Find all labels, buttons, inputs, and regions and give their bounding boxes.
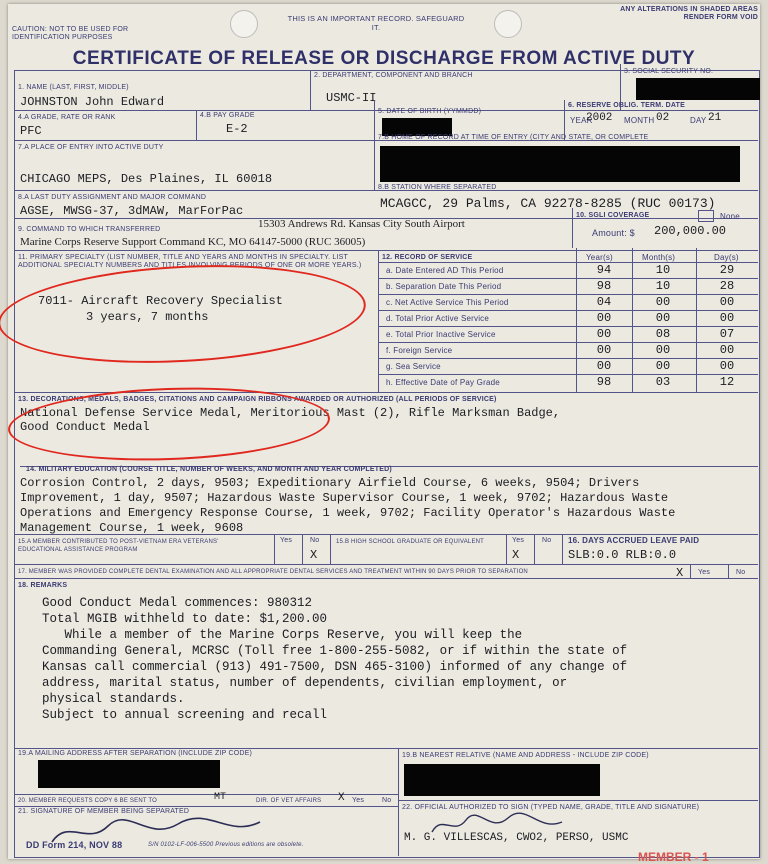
hs-yes-label: Yes [512,537,525,544]
education-line4: Management Course, 1 week, 9608 [20,521,244,535]
remarks-line: Commanding General, MCRSC (Toll free 1-800-255-5082, or if within the state of [42,644,628,658]
command-line1: 15303 Andrews Rd. Kansas City South Airport [258,218,465,230]
ros-row-y-value: 00 [596,343,612,357]
last-assignment-value: AGSE, MWSG-37, 3dMAW, MarForPac [20,204,244,218]
ros-row-d-value: 28 [719,279,735,293]
veap-label: 15.A MEMBER CONTRIBUTED TO POST-VIETNAM ERA VETERANS' EDUCATIONAL ASSISTANCE PROGRAM [18,539,219,553]
ros-col-days: Day(s) [714,253,739,262]
punch-hole-right [494,10,522,38]
ros-row-label: b. Separation Date This Period [386,282,502,291]
ros-row-label: g. Sea Service [386,362,441,371]
ros-row-label: e. Total Prior Inactive Service [386,330,496,339]
form-title: CERTIFICATE OF RELEASE OR DISCHARGE FROM ACTIVE DUTY [72,48,696,69]
mailing-label: 19.A MAILING ADDRESS AFTER SEPARATION (INCLUDE ZIP CODE) [18,750,253,757]
ros-row-d-value: 29 [719,263,735,277]
ros-row-label: d. Total Prior Active Service [386,314,490,323]
mailing-redacted [38,760,220,788]
paygrade-value: E-2 [226,122,248,136]
ros-row-y-value: 94 [596,263,612,277]
relative-label: 19.B NEAREST RELATIVE (NAME AND ADDRESS - INCLUDE ZIP CODE) [402,752,649,759]
entry-place-label: 7.A PLACE OF ENTRY INTO ACTIVE DUTY [18,144,164,151]
education-line2: Improvement, 1 day, 9507; Hazardous Waste Supervisor Course, 1 week, 9702; Hazardous Waste [20,491,669,505]
dept-label: 2. DEPARTMENT, COMPONENT AND BRANCH [314,72,473,79]
ros-row-m-value: 00 [655,359,671,373]
copy-mark: X [338,792,345,804]
alterations-note: ANY ALTERATIONS IN SHADED AREAS RENDER FORM VOID [620,6,758,21]
official-label: 22. OFFICIAL AUTHORIZED TO SIGN (TYPED NAME, GRADE, TITLE AND SIGNATURE) [402,804,700,811]
remarks-line: physical standards. [42,692,185,706]
ros-row-d-value: 00 [719,343,735,357]
remarks-line: While a member of the Marine Corps Reserve, you will keep the [42,628,523,642]
ros-col-years: Year(s) [586,253,613,262]
dir-vet-affairs-label: DIR. OF VET AFFAIRS [256,798,322,804]
specialty-line1: 7011- Aircraft Recovery Specialist [38,294,283,308]
ros-row-d-value: 00 [719,359,735,373]
last-assignment-label: 8.A LAST DUTY ASSIGNMENT AND MAJOR COMMAND [18,194,207,201]
dept-value: USMC-II [326,91,377,105]
member-copy-label: MEMBER - 1 [638,850,709,864]
reserve-year-label: YEAR [570,116,593,125]
copy-yes-label: Yes [352,797,365,804]
ros-row-label: f. Foreign Service [386,346,453,355]
ros-row-m-value: 08 [655,327,671,341]
ros-row-m-value: 03 [655,375,671,389]
caution-note: CAUTION: NOT TO BE USED FOR IDENTIFICATION PURPOSES [12,26,129,41]
copy-label: 20. MEMBER REQUESTS COPY 6 BE SENT TO [18,798,157,804]
official-name: M. G. VILLESCAS, CWO2, PERSO, USMC [404,832,629,844]
decorations-line2: Good Conduct Medal [20,420,150,434]
ros-row-m-value: 10 [655,263,671,277]
ros-row-label: c. Net Active Service This Period [386,298,509,307]
reserve-year: 2002 [586,112,613,124]
dental-mark: X [676,566,684,580]
ros-row-d-value: 07 [719,327,735,341]
stock-number: S/N 0102-LF-006-5500 Previous editions are obsolete. [148,842,304,848]
ros-row-y-value: 00 [596,359,612,373]
ros-col-months: Month(s) [642,253,676,262]
ros-row-d-value: 00 [719,295,735,309]
remarks-label: 18. REMARKS [18,582,68,589]
leave-label: 16. DAYS ACCRUED LEAVE PAID [568,536,700,545]
entry-place-value: CHICAGO MEPS, Des Plaines, IL 60018 [20,172,273,186]
sgli-none-label: None [720,212,740,221]
grade-value: PFC [20,124,42,138]
hs-mark: X [512,548,520,562]
ros-row-m-value: 00 [655,343,671,357]
home-of-record-redacted [380,146,740,182]
ros-row-y-value: 00 [596,311,612,325]
ssn-label: 3. SOCIAL SECURITY NO. [624,68,714,75]
ros-row-y-value: 98 [596,375,612,389]
name-value: JOHNSTON John Edward [20,95,165,109]
reserve-month-label: MONTH [624,116,655,125]
veap-mark: X [310,548,318,562]
ssn-redacted [636,78,760,100]
reserve-day-label: DAY [690,116,707,125]
relative-redacted [404,764,600,796]
dental-label: 17. MEMBER WAS PROVIDED COMPLETE DENTAL EXAMINATION AND ALL APPROPRIATE DENTAL SERVICES AND TREATMENT WITHIN 90 DAYS PRIOR TO SEPARATION [18,569,528,575]
home-of-record-label: 7.B HOME OF RECORD AT TIME OF ENTRY (CITY AND STATE, OR COMPLETE [378,134,649,141]
punch-hole-left [230,10,258,38]
member-signature-label: 21. SIGNATURE OF MEMBER BEING SEPARATED [18,808,190,815]
grade-label: 4.A GRADE, RATE OR RANK [18,114,116,121]
ros-row-y-value: 00 [596,327,612,341]
education-line1: Corrosion Control, 2 days, 9503; Expeditionary Airfield Course, 6 weeks, 9504; Drivers [20,476,640,490]
remarks-line: Subject to annual screening and recall [42,708,328,722]
copy-state: MT [214,792,227,803]
dental-no-label: No [736,569,746,576]
dental-yes-label: Yes [698,569,711,576]
sgli-label: 10. SGLI COVERAGE [576,212,650,219]
remarks-line: Good Conduct Medal commences: 980312 [42,596,313,610]
ros-row-d-value: 12 [719,375,735,389]
specialty-label: 11. PRIMARY SPECIALTY (LIST NUMBER, TITLE AND YEARS AND MONTHS IN SPECIALTY. LIST ADDITIONAL SPECIALTY NUMBERS AND TITLES INVOLVING PERIODS OF ONE OR MORE YEARS.) [18,254,362,269]
reserve-label: 6. RESERVE OBLIG. TERM. DATE [568,102,685,109]
hs-no-label: No [542,537,552,544]
station-label: 8.B STATION WHERE SEPARATED [378,184,497,191]
ros-row-y-value: 98 [596,279,612,293]
sgli-amount: 200,000.00 [654,224,727,238]
sgli-amount-label: Amount: $ [592,228,635,238]
ros-row-m-value: 00 [655,295,671,309]
dd214-form [8,4,760,864]
leave-value: SLB:0.0 RLB:0.0 [568,548,677,562]
important-record-note: THIS IS AN IMPORTANT RECORD. SAFEGUARD IT. [287,14,465,32]
veap-yes-label: Yes [280,537,293,544]
copy-no-label: No [382,797,392,804]
hs-label: 15.B HIGH SCHOOL GRADUATE OR EQUIVALENT [336,539,485,545]
ros-row-label: a. Date Entered AD This Period [386,266,504,275]
name-label: 1. NAME (LAST, FIRST, MIDDLE) [18,84,129,91]
ros-row-m-value: 10 [655,279,671,293]
ros-row-m-value: 00 [655,311,671,325]
command-label: 9. COMMAND TO WHICH TRANSFERRED [18,226,161,233]
dob-label: 5. DATE OF BIRTH (YYMMDD) [378,108,482,115]
veap-no-label: No [310,537,320,544]
ros-row-y-value: 04 [596,295,612,309]
command-line2: Marine Corps Reserve Support Command KC, MO 64147-5000 (RUC 36005) [20,236,366,248]
decorations-label: 13. DECORATIONS, MEDALS, BADGES, CITATIONS AND CAMPAIGN RIBBONS AWARDED OR AUTHORIZED (ALL PERIODS OF SERVICE) [18,396,497,403]
record-of-service-label: 12. RECORD OF SERVICE [382,254,473,261]
ros-row-d-value: 00 [719,311,735,325]
remarks-line: Total MGIB withheld to date: $1,200.00 [42,612,328,626]
ros-row-label: h. Effective Date of Pay Grade [386,378,500,387]
decorations-line1: National Defense Service Medal, Meritorious Mast (2), Rifle Marksman Badge, [20,406,561,420]
station-value: MCAGCC, 29 Palms, CA 92278-8285 (RUC 00173) [380,196,716,211]
specialty-line2: 3 years, 7 months [86,310,209,324]
reserve-day: 21 [708,112,722,124]
remarks-line: address, marital status, number of dependents, civilian employment, or [42,676,568,690]
education-line3: Operations and Emergency Response Course, 1 week, 9702; Facility Operator's Hazardous Waste [20,506,676,520]
paygrade-label: 4.B PAY GRADE [200,112,255,119]
form-id: DD Form 214, NOV 88 [26,840,123,850]
reserve-month: 02 [656,112,670,124]
remarks-line: Kansas call commercial (913) 491-7500, DSN 465-3100) informed of any change of [42,660,628,674]
education-label: 14. MILITARY EDUCATION (COURSE TITLE, NUMBER OF WEEKS, AND MONTH AND YEAR COMPLETED) [26,466,392,473]
sgli-none-checkbox [698,210,714,222]
